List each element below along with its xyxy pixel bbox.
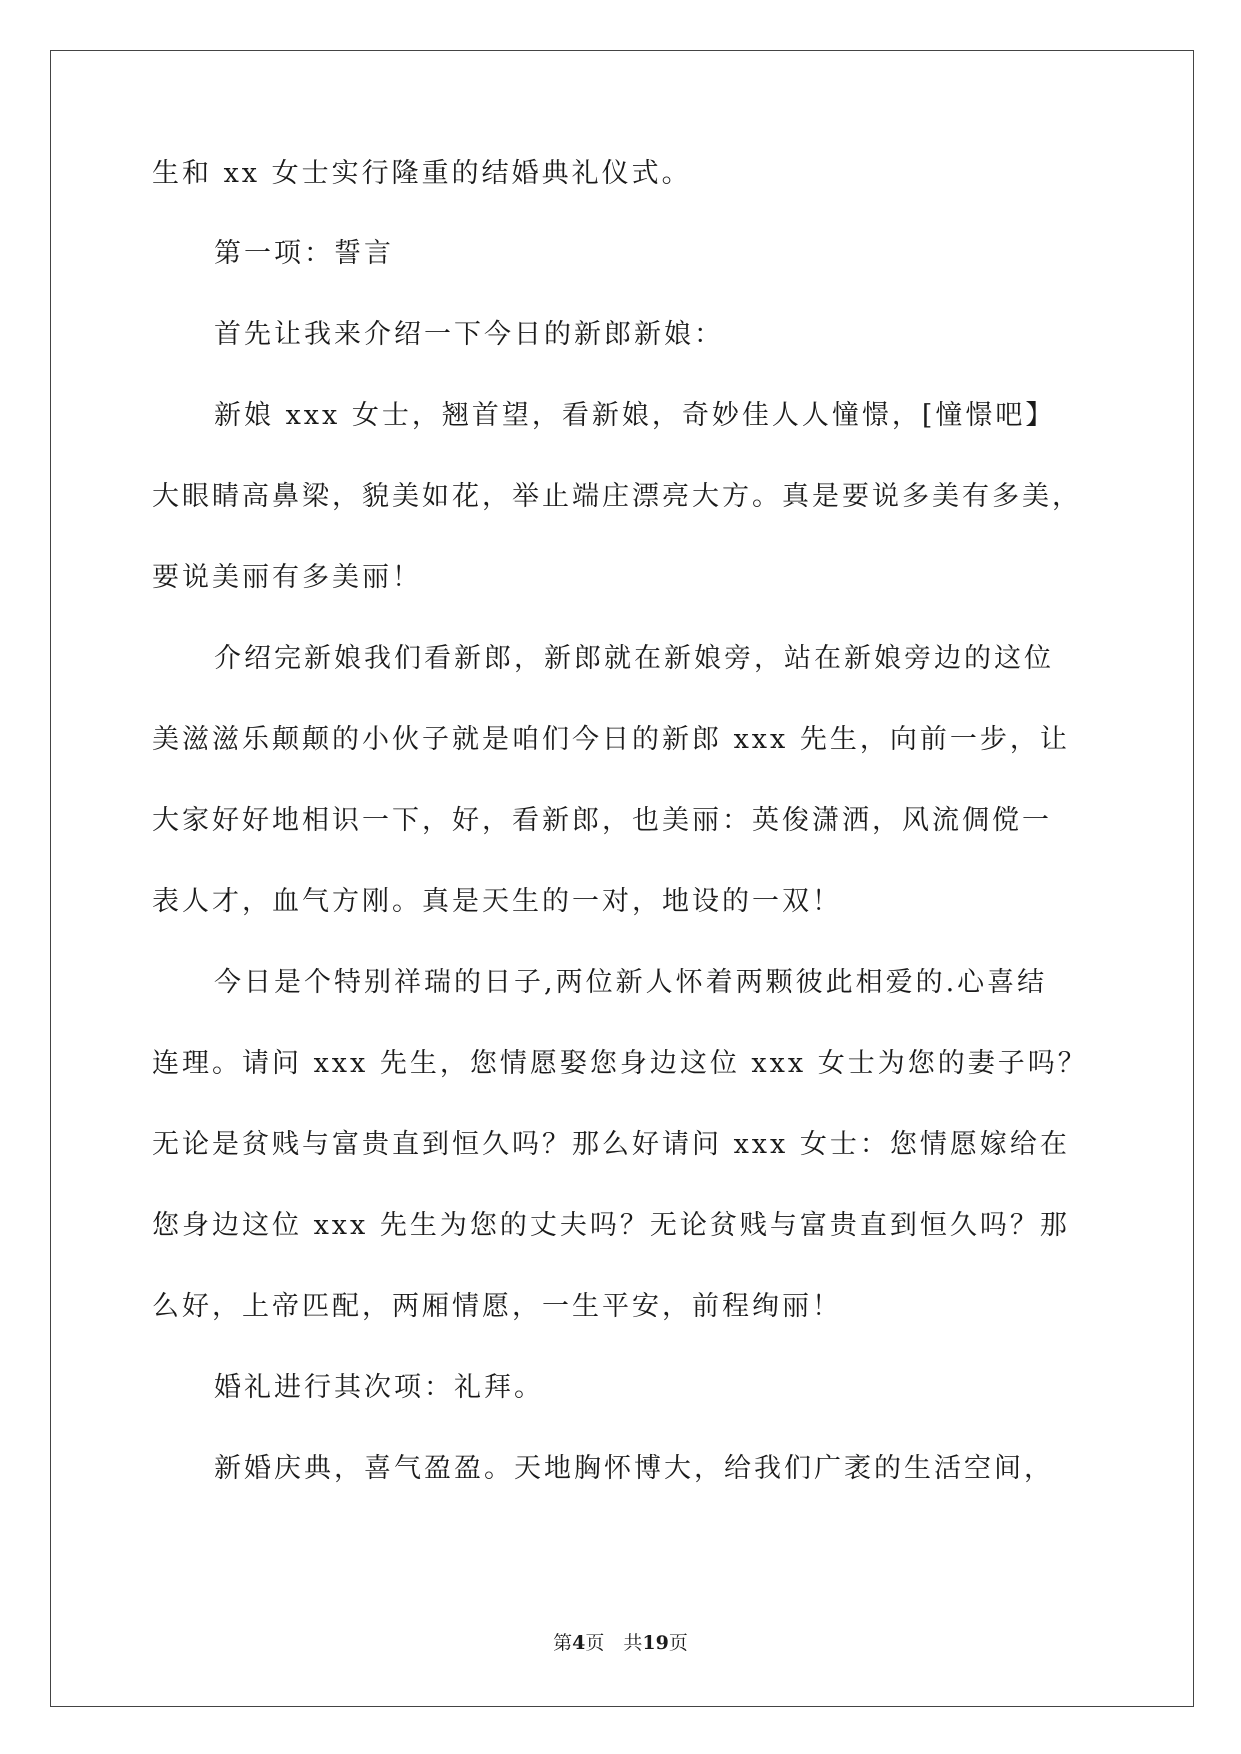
- text-line: 要说美丽有多美丽！: [152, 562, 422, 593]
- page-prefix: 第: [553, 1632, 573, 1654]
- text-line: 新婚庆典，喜气盈盈。天地胸怀博大，给我们广袤的生活空间，: [214, 1453, 1054, 1484]
- text-line: 大家好好地相识一下，好，看新郎，也美丽：英俊潇洒，风流倜傥一: [152, 805, 1052, 836]
- text-line: 今日是个特别祥瑞的日子,两位新人怀着两颗彼此相爱的.心喜结: [214, 967, 1048, 998]
- text-line: 介绍完新娘我们看新郎，新郎就在新娘旁，站在新娘旁边的这位: [214, 643, 1054, 674]
- page-number: 4: [572, 1632, 586, 1654]
- text-line: 您身边这位 xxx 先生为您的丈夫吗？无论贫贱与富贵直到恒久吗？那: [152, 1210, 1070, 1241]
- text-line: 么好，上帝匹配，两厢情愿，一生平安，前程绚丽！: [152, 1291, 842, 1322]
- page-footer: [0, 1628, 1241, 1655]
- text-line: 首先让我来介绍一下今日的新郎新娘：: [214, 319, 724, 350]
- text-line: 新娘 xxx 女士，翘首望，看新娘，奇妙佳人人憧憬，[憧憬吧】: [214, 400, 1056, 431]
- text-line: 大眼睛高鼻梁，貌美如花，举止端庄漂亮大方。真是要说多美有多美，: [152, 481, 1082, 512]
- section-heading: 婚礼进行其次项：礼拜。: [214, 1372, 544, 1403]
- text-line: 连理。请问 xxx 先生，您情愿娶您身边这位 xxx 女士为您的妻子吗？: [152, 1048, 1088, 1079]
- text-line: 美滋滋乐颠颠的小伙子就是咱们今日的新郎 xxx 先生，向前一步，让: [152, 724, 1070, 755]
- page-suffix: 页: [668, 1632, 688, 1654]
- section-heading: 第一项：誓言: [214, 238, 394, 269]
- page-mid: 页 共: [585, 1632, 643, 1654]
- page-total: 19: [642, 1632, 669, 1654]
- text-line: 表人才，血气方刚。真是天生的一对，地设的一双！: [152, 886, 842, 917]
- text-line: 生和 xx 女士实行隆重的结婚典礼仪式。: [152, 158, 692, 189]
- text-line: 无论是贫贱与富贵直到恒久吗？那么好请问 xxx 女士：您情愿嫁给在: [152, 1129, 1070, 1160]
